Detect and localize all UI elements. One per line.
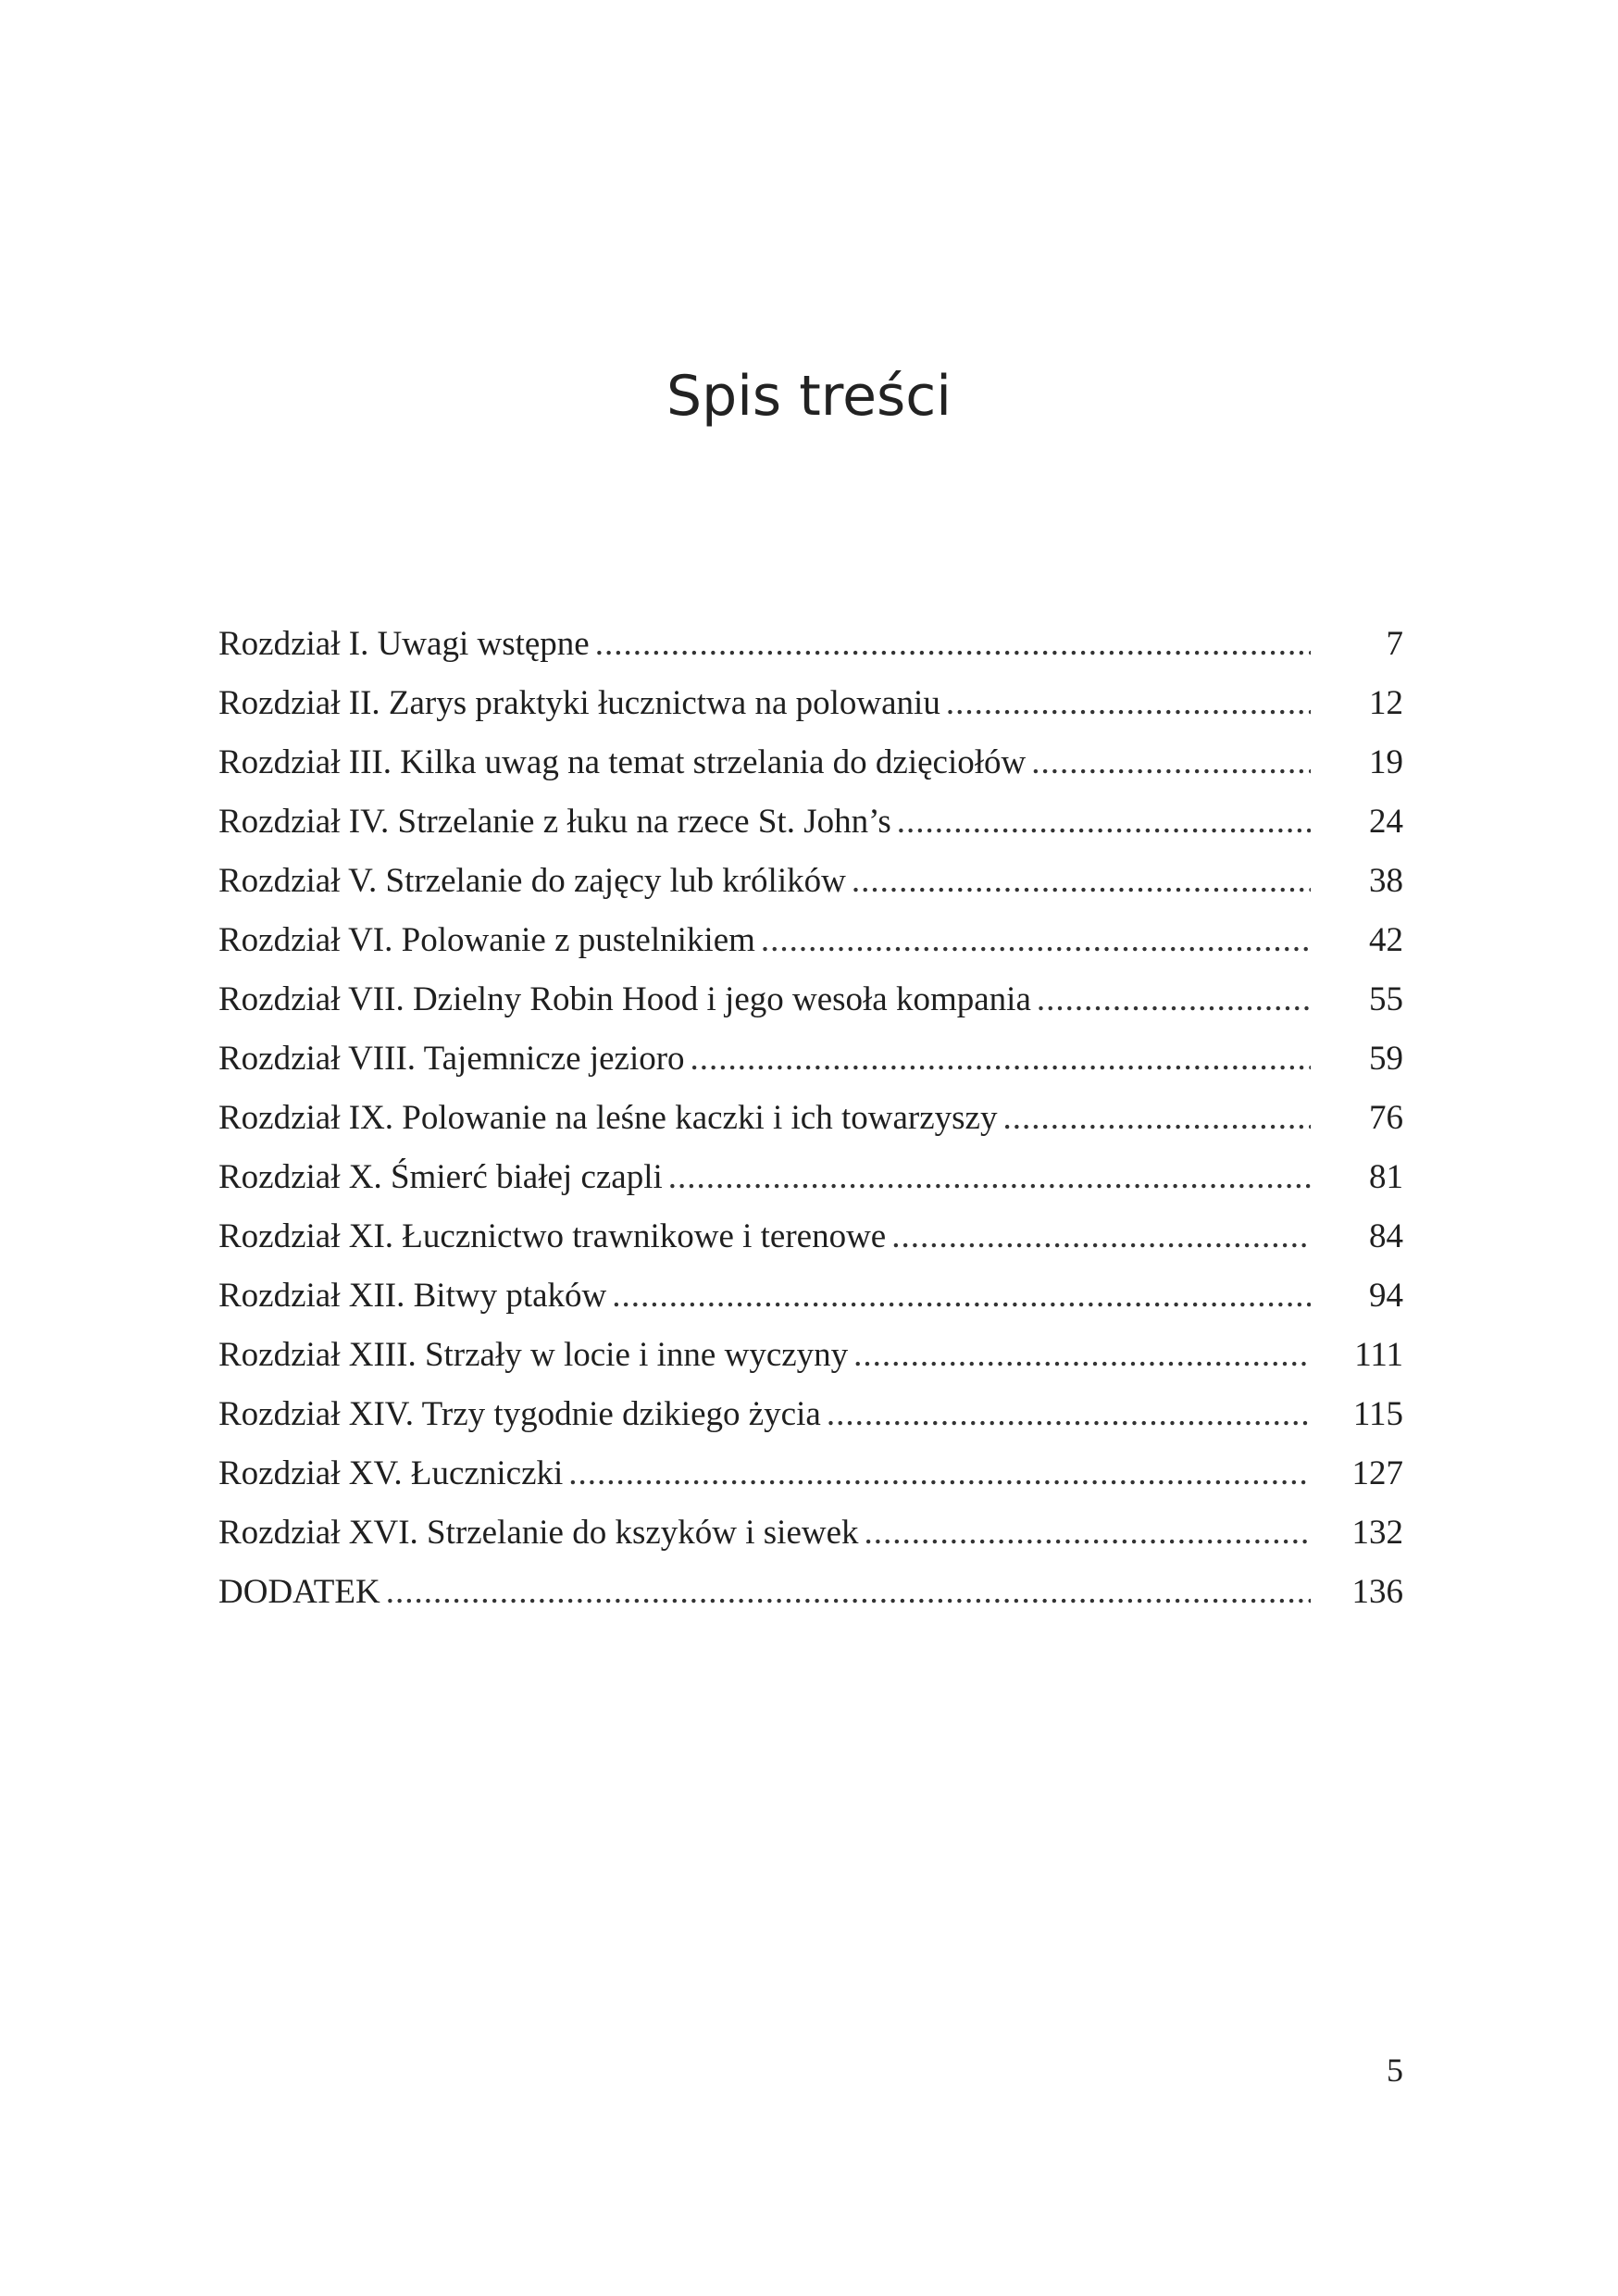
toc-entry-text xyxy=(218,1385,1311,1444)
toc-entry-text xyxy=(218,1207,1311,1267)
toc-entry-text xyxy=(218,1563,1311,1622)
toc-entry-label: Rozdział VII. Dzielny Robin Hood i jego wesoła kompania xyxy=(218,980,1031,1018)
toc-leader-dots xyxy=(865,1504,1311,1563)
toc-leader-dots xyxy=(386,1563,1311,1622)
toc-leader-dots xyxy=(568,1444,1311,1504)
toc-leader-dots xyxy=(946,674,1311,733)
toc-leader-dots xyxy=(852,852,1311,911)
toc-entry-text xyxy=(218,792,1311,852)
toc-entry xyxy=(218,792,1403,852)
toc-entry-text xyxy=(218,970,1311,1029)
toc-entry-page: 59 xyxy=(1369,1040,1403,1078)
toc-entry-page: 42 xyxy=(1369,921,1403,959)
toc-leader-dots xyxy=(827,1385,1311,1444)
toc-entry-label: Rozdział I. Uwagi wstępne xyxy=(218,625,590,663)
toc-entry xyxy=(218,852,1403,911)
toc-entry-label: Rozdział XIV. Trzy tygodnie dzikiego życia xyxy=(218,1395,821,1433)
toc-entry-page: 115 xyxy=(1352,1395,1403,1433)
toc-entry-text xyxy=(218,1267,1311,1326)
toc-entry-label: Rozdział IV. Strzelanie z łuku na rzece St. John’s xyxy=(218,803,891,841)
page-number: 5 xyxy=(1387,2052,1403,2089)
toc-entry-label: DODATEK xyxy=(218,1573,380,1611)
toc-entry-page: 55 xyxy=(1369,980,1403,1018)
toc-entry-page: 111 xyxy=(1354,1336,1403,1374)
toc-entry-page: 38 xyxy=(1369,862,1403,900)
toc-entry-label: Rozdział VIII. Tajemnicze jezioro xyxy=(218,1040,685,1078)
toc-entry-label: Rozdział X. Śmierć białej czapli xyxy=(218,1158,663,1196)
toc-entry xyxy=(218,1148,1403,1207)
toc-entry-text xyxy=(218,615,1311,674)
toc-entry-text xyxy=(218,1326,1311,1385)
toc-entry-page: 84 xyxy=(1369,1217,1403,1255)
toc-entry xyxy=(218,1385,1403,1444)
toc-entry-page: 127 xyxy=(1351,1454,1403,1492)
toc-entry-page: 12 xyxy=(1369,684,1403,722)
toc-entry-text xyxy=(218,1089,1311,1148)
toc-entry-page: 81 xyxy=(1369,1158,1403,1196)
toc-entry xyxy=(218,970,1403,1029)
toc-leader-dots xyxy=(1002,1089,1311,1148)
toc-entry xyxy=(218,911,1403,970)
toc-entry-label: Rozdział III. Kilka uwag na temat strzelania do dzięciołów xyxy=(218,743,1027,781)
toc-entry-text xyxy=(218,911,1311,970)
toc-leader-dots xyxy=(891,1207,1311,1267)
toc-entry-label: Rozdział XVI. Strzelanie do kszyków i siewek xyxy=(218,1514,859,1552)
toc-entry xyxy=(218,1444,1403,1504)
toc-entry-label: Rozdział VI. Polowanie z pustelnikiem xyxy=(218,921,755,959)
toc-entry-page: 19 xyxy=(1369,743,1403,781)
toc-entry xyxy=(218,1207,1403,1267)
toc-entry-text xyxy=(218,733,1311,792)
page-title: Spis treści xyxy=(666,364,952,429)
toc-leader-dots xyxy=(691,1029,1311,1089)
toc-entry-page: 136 xyxy=(1351,1573,1403,1611)
toc-leader-dots xyxy=(1031,733,1311,792)
toc-entry xyxy=(218,1326,1403,1385)
toc-entry xyxy=(218,1029,1403,1089)
toc-leader-dots xyxy=(1037,970,1311,1029)
toc-entry-page: 24 xyxy=(1369,803,1403,841)
toc-entry xyxy=(218,674,1403,733)
toc-entry-label: Rozdział II. Zarys praktyki łucznictwa na polowaniu xyxy=(218,684,940,722)
toc-leader-dots xyxy=(853,1326,1311,1385)
toc-leader-dots xyxy=(612,1267,1311,1326)
toc-leader-dots xyxy=(761,911,1311,970)
toc-entry-label: Rozdział XV. Łuczniczki xyxy=(218,1454,564,1492)
toc-entry-text xyxy=(218,1029,1311,1089)
toc-entry xyxy=(218,1563,1403,1622)
toc-leader-dots xyxy=(668,1148,1311,1207)
toc-entry-label: Rozdział XIII. Strzały w locie i inne wyczyny xyxy=(218,1336,849,1374)
toc-entry-text xyxy=(218,852,1311,911)
toc-entry xyxy=(218,1089,1403,1148)
toc-entry-label: Rozdział XI. Łucznictwo trawnikowe i terenowe xyxy=(218,1217,887,1255)
toc-entry-text xyxy=(218,1148,1311,1207)
toc-entry-page: 7 xyxy=(1386,625,1403,663)
toc-entry-label: Rozdział IX. Polowanie na leśne kaczki i ich towarzyszy xyxy=(218,1099,998,1137)
toc-entry-label: Rozdział V. Strzelanie do zajęcy lub królików xyxy=(218,862,846,900)
toc-entry xyxy=(218,733,1403,792)
toc-entry xyxy=(218,1267,1403,1326)
toc-entry-page: 94 xyxy=(1369,1277,1403,1315)
toc-entry-page: 132 xyxy=(1351,1514,1403,1552)
toc-entry-label: Rozdział XII. Bitwy ptaków xyxy=(218,1277,607,1315)
toc-entry-text xyxy=(218,1444,1311,1504)
toc-leader-dots xyxy=(595,615,1311,674)
toc-entry xyxy=(218,1504,1403,1563)
table-of-contents xyxy=(218,615,1403,1622)
toc-leader-dots xyxy=(897,792,1311,852)
toc-entry xyxy=(218,615,1403,674)
toc-entry-text xyxy=(218,674,1311,733)
toc-entry-page: 76 xyxy=(1369,1099,1403,1137)
toc-entry-text xyxy=(218,1504,1311,1563)
